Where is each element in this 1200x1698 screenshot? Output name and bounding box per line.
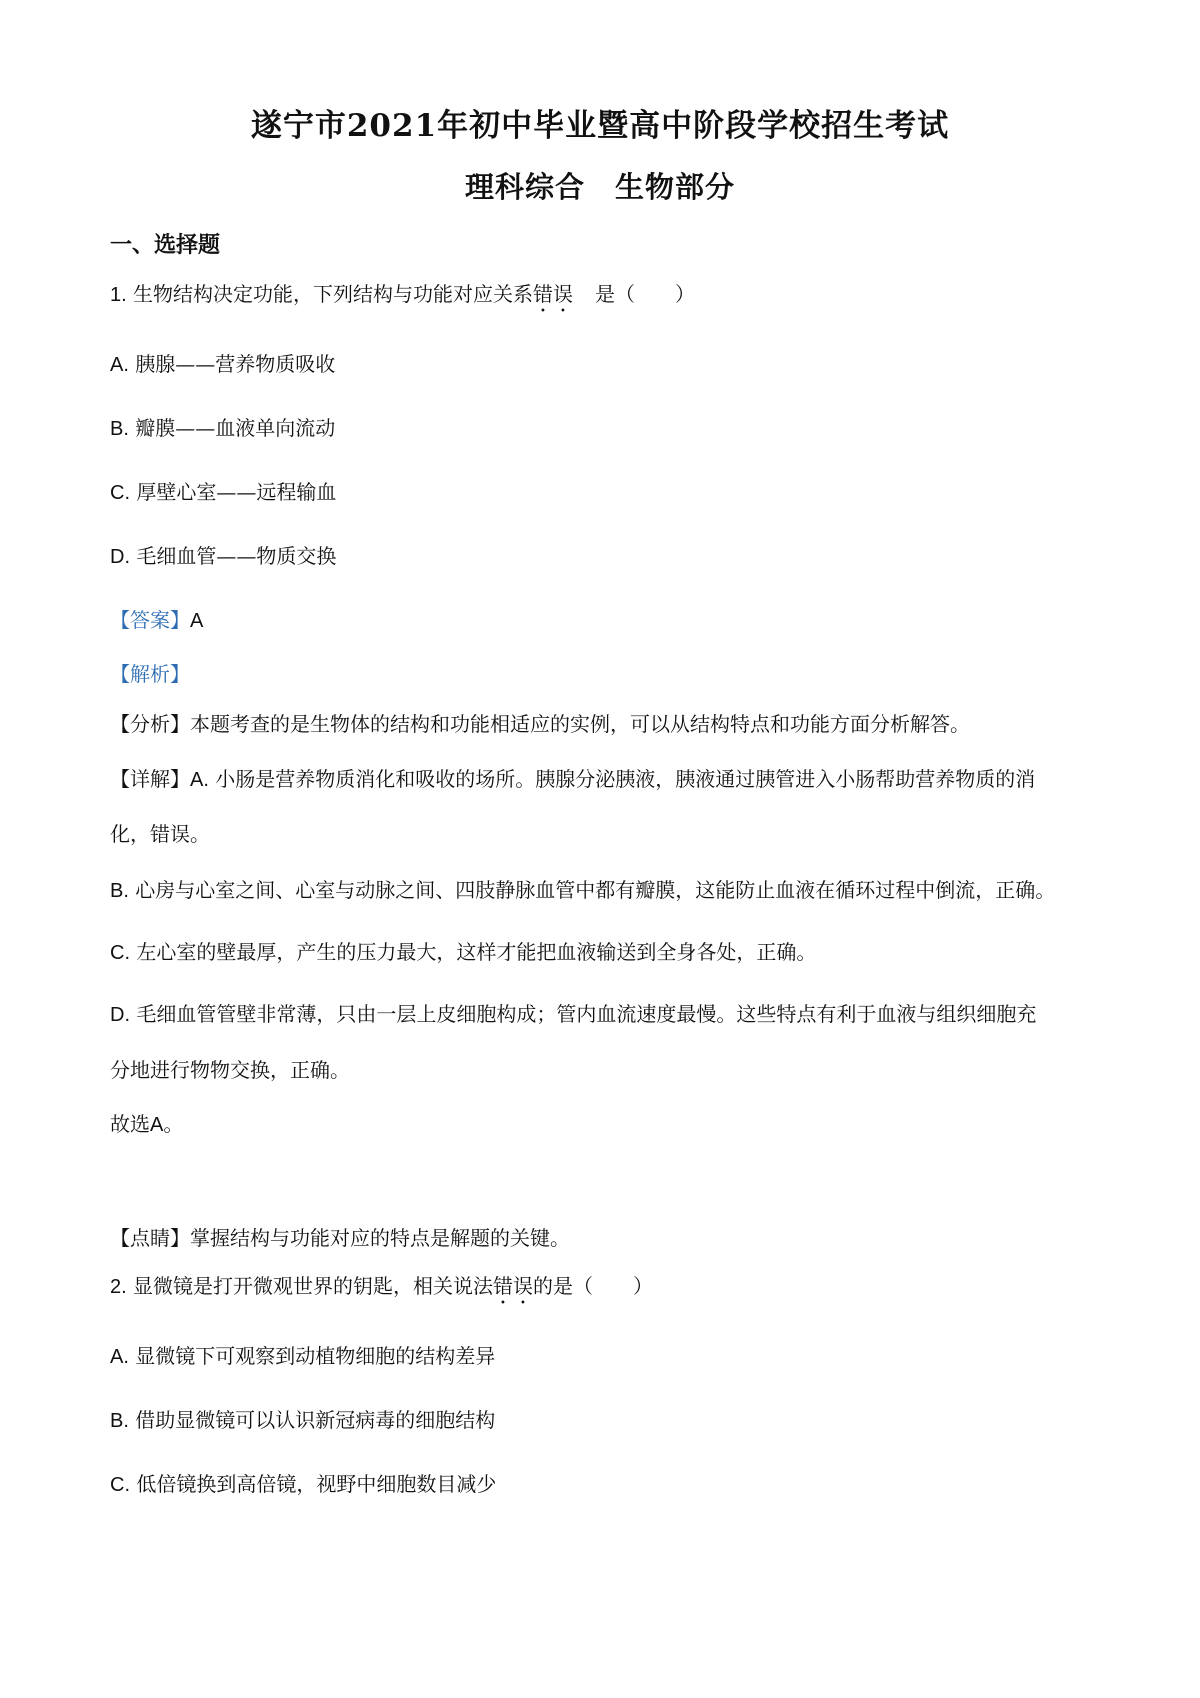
answer-value: A — [190, 610, 204, 632]
fenxi-text: 本题考查的是生物体的结构和功能相适应的实例，可以从结构特点和功能方面分析解答。 — [190, 712, 970, 736]
option-text: 胰腺——营养物质吸收 — [135, 352, 336, 376]
option-text: 厚壁心室——远程输血 — [136, 480, 337, 504]
xiangjie-a-label: A. — [190, 769, 209, 791]
q1-analysis-tag: 【解析】 — [110, 662, 190, 686]
dianjing-tag: 【点睛】 — [110, 1226, 190, 1250]
q2-option-a — [110, 1340, 495, 1369]
q2-number: 2. — [110, 1276, 127, 1298]
q2-stem-post: 的是（ ） — [533, 1274, 654, 1298]
option-label: D. — [110, 546, 130, 568]
xiangjie-a-text: 小肠是营养物质消化和吸收的场所。胰腺分泌胰液，胰液通过胰管进入小肠帮助营养物质的消 — [215, 767, 1036, 791]
q1-stem — [110, 278, 695, 317]
option-text: 借助显微镜可以认识新冠病毒的细胞结构 — [135, 1408, 496, 1432]
q1-stem-emphasis: 错误 — [533, 282, 574, 306]
q1-explain-d-cont: 分地进行物物交换，正确。 — [110, 1058, 350, 1082]
q2-option-b — [110, 1404, 495, 1433]
choose-pre: 故选 — [110, 1112, 150, 1136]
fenxi-tag: 【分析】 — [110, 712, 190, 736]
dianjing-text: 掌握结构与功能对应的特点是解题的关键。 — [190, 1226, 570, 1250]
explain-text: 心房与心室之间、心室与动脉之间、四肢静脉血管中都有瓣膜，这能防止血液在循环过程中倒流，正确。 — [135, 878, 1056, 902]
q1-stem-post: 是（ ） — [595, 282, 696, 306]
option-label: B. — [110, 1410, 129, 1432]
q1-option-c — [110, 476, 336, 505]
q1-xiangjie — [110, 763, 1035, 792]
q1-option-d — [110, 540, 336, 569]
option-text: 低倍镜换到高倍镜，视野中细胞数目减少 — [136, 1472, 497, 1496]
explain-text: 毛细血管管壁非常薄，只由一层上皮细胞构成；管内血流速度最慢。这些特点有利于血液与组织细胞充 — [136, 1002, 1037, 1026]
q2-stem — [110, 1270, 653, 1309]
q1-explain-c — [110, 936, 816, 965]
exam-subtitle: 理科综合 生物部分 — [464, 170, 735, 204]
explain-label: B. — [110, 880, 129, 902]
q2-stem-pre: 显微镜是打开微观世界的钥匙，相关说法 — [133, 1274, 494, 1298]
q1-dianjing — [110, 1222, 570, 1251]
q1-option-a — [110, 348, 335, 377]
explain-label: D. — [110, 1004, 130, 1026]
answer-tag: 【答案】 — [110, 608, 190, 632]
q1-stem-pre: 生物结构决定功能，下列结构与功能对应关系 — [133, 282, 534, 306]
q1-option-b — [110, 412, 335, 441]
explain-label: C. — [110, 942, 130, 964]
option-text: 显微镜下可观察到动植物细胞的结构差异 — [135, 1344, 496, 1368]
exam-title: 遂宁市2021年初中毕业暨高中阶段学校招生考试 — [250, 108, 950, 144]
q1-number: 1. — [110, 284, 127, 306]
explain-text: 左心室的壁最厚，产生的压力最大，这样才能把血液输送到全身各处，正确。 — [136, 940, 817, 964]
option-label: C. — [110, 1474, 130, 1496]
section-heading: 一、选择题 — [110, 232, 221, 258]
option-text: 毛细血管——物质交换 — [136, 544, 337, 568]
q1-answer — [110, 604, 203, 633]
choose-post: 。 — [163, 1112, 184, 1136]
q1-explain-b — [110, 874, 1055, 903]
q1-choose — [110, 1108, 183, 1137]
q2-stem-emphasis: 错误 — [493, 1274, 534, 1298]
choose-answer: A — [150, 1114, 164, 1136]
option-label: B. — [110, 418, 129, 440]
option-label: A. — [110, 354, 129, 376]
option-label: A. — [110, 1346, 129, 1368]
q1-explain-d — [110, 998, 1036, 1027]
option-label: C. — [110, 482, 130, 504]
q1-fenxi — [110, 708, 970, 737]
q1-xiangjie-cont: 化，错误。 — [110, 822, 210, 846]
q2-option-c — [110, 1468, 496, 1497]
option-text: 瓣膜——血液单向流动 — [135, 416, 336, 440]
xiangjie-tag: 【详解】 — [110, 767, 190, 791]
